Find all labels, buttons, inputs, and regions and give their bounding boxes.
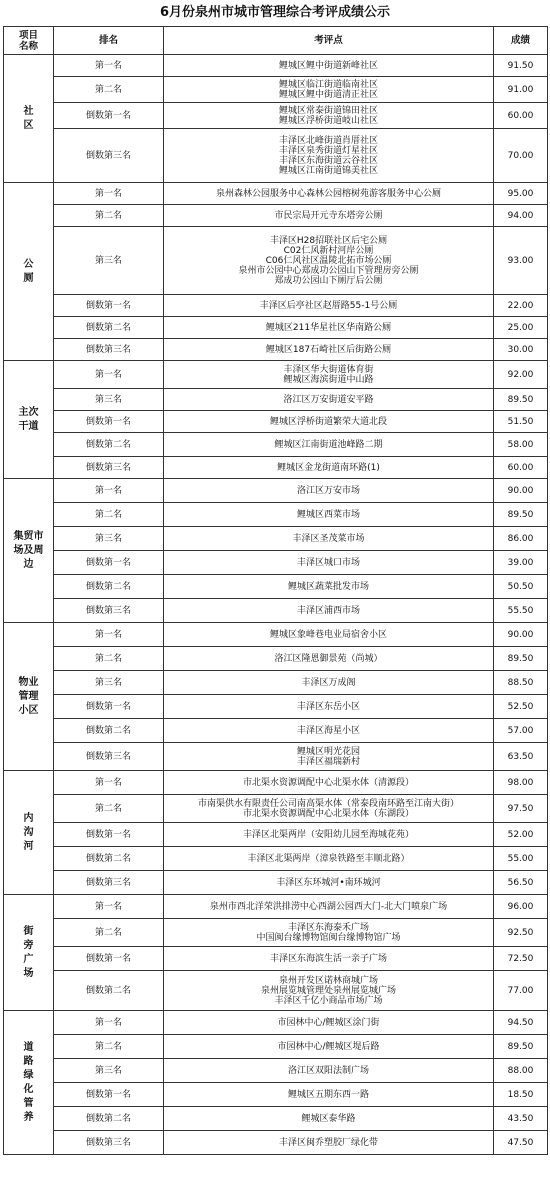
point-line: 丰泽区北渠两岸（漳泉铁路至丰顺北路） (247, 853, 410, 864)
point-line: 丰泽区千亿小商品市场广场 (274, 995, 383, 1006)
rank-cell: 第三名 (54, 227, 164, 295)
table-row (4, 503, 548, 527)
score-cell: 22.00 (494, 295, 548, 317)
score-cell: 43.50 (494, 1107, 548, 1131)
point-line: 泉州展览城管理处泉州展览城广场 (260, 985, 396, 996)
score-cell: 91.50 (494, 55, 548, 77)
point-line: 鲤城区浮桥街道岐山社区 (278, 115, 378, 126)
table-row (4, 719, 548, 743)
rank-cell: 倒数第一名 (54, 411, 164, 433)
table-row (4, 77, 548, 103)
rank-cell: 第一名 (54, 55, 164, 77)
point-line: 鲤城区鲤中街道清正社区 (278, 89, 378, 100)
score-cell: 89.50 (494, 1035, 548, 1059)
header-category-label: 项目名称 (18, 29, 38, 52)
table-row (4, 527, 548, 551)
point-line: 鲤城区江南街道锦美社区 (278, 165, 378, 176)
point-cell (164, 227, 494, 295)
point-cell (164, 295, 494, 317)
point-cell (164, 77, 494, 103)
score-cell: 55.50 (494, 599, 548, 623)
table-row (4, 295, 548, 317)
point-cell (164, 719, 494, 743)
table-row (4, 457, 548, 479)
point-cell (164, 1083, 494, 1107)
score-cell: 90.00 (494, 479, 548, 503)
category-cell (4, 895, 54, 1011)
table-row (4, 575, 548, 599)
table-row (4, 743, 548, 771)
point-line: 鲤城区鲤中街道新峰社区 (278, 60, 378, 71)
point-line: 丰泽区万成阁 (301, 677, 356, 688)
point-cell (164, 647, 494, 671)
point-line: 鲤城区临江街道临南社区 (278, 79, 378, 90)
table-row (4, 1059, 548, 1083)
point-line: 鲤城区浮桥街道繁荣大道北段 (269, 416, 387, 427)
score-cell: 25.00 (494, 317, 548, 339)
point-cell (164, 339, 494, 361)
point-cell (164, 947, 494, 971)
rank-cell: 倒数第一名 (54, 103, 164, 129)
table-row (4, 103, 548, 129)
table-row (4, 823, 548, 847)
point-line: 市北渠水资源调配中心北渠水体（东湖段） (242, 808, 414, 819)
category-label: 主次干道 (18, 406, 39, 432)
rank-cell: 第一名 (54, 1011, 164, 1035)
header-score: 成绩 (494, 27, 548, 55)
table-row (4, 1107, 548, 1131)
table-row (4, 947, 548, 971)
score-cell: 89.50 (494, 647, 548, 671)
rank-cell: 第二名 (54, 205, 164, 227)
point-cell (164, 919, 494, 947)
score-cell: 77.00 (494, 971, 548, 1011)
rank-cell: 倒数第三名 (54, 871, 164, 895)
table-row (4, 479, 548, 503)
point-cell (164, 527, 494, 551)
point-cell (164, 411, 494, 433)
rank-cell: 第一名 (54, 623, 164, 647)
table-row (4, 871, 548, 895)
point-cell (164, 743, 494, 771)
category-cell (4, 771, 54, 895)
point-cell (164, 623, 494, 647)
score-cell: 60.00 (494, 103, 548, 129)
table-row (4, 1083, 548, 1107)
point-cell (164, 433, 494, 457)
rank-cell: 倒数第二名 (54, 575, 164, 599)
point-cell (164, 871, 494, 895)
point-line: 丰泽区泉秀街道灯星社区 (278, 145, 378, 156)
score-cell: 47.50 (494, 1131, 548, 1155)
point-line: 丰泽区东环城河•南环城河 (276, 877, 381, 888)
point-cell (164, 599, 494, 623)
point-line: 洛江区隆恩御景苑（尚城） (274, 653, 383, 664)
table-row (4, 433, 548, 457)
rank-cell: 第二名 (54, 503, 164, 527)
rank-cell: 倒数第一名 (54, 551, 164, 575)
point-cell (164, 971, 494, 1011)
point-line: 郑成功公园山下厕厅后公厕 (274, 275, 383, 286)
header-row (4, 27, 548, 55)
point-cell (164, 671, 494, 695)
point-cell (164, 847, 494, 871)
point-cell (164, 771, 494, 795)
point-line: 丰泽区北渠两岸（安阳幼儿园至海城花苑） (242, 829, 414, 840)
score-table (3, 26, 548, 1155)
score-cell: 58.00 (494, 433, 548, 457)
point-line: 洛江区万安街道安平路 (283, 394, 374, 405)
category-cell (4, 623, 54, 771)
category-cell (4, 55, 54, 183)
rank-cell: 倒数第二名 (54, 433, 164, 457)
point-cell (164, 205, 494, 227)
point-line: 丰泽区东海滨生活一亲子广场 (269, 953, 387, 964)
point-cell (164, 129, 494, 183)
category-label: 道路绿化管养 (23, 1041, 34, 1123)
point-cell (164, 1035, 494, 1059)
point-line: 洛江区万安市场 (296, 485, 360, 496)
point-cell (164, 1131, 494, 1155)
point-line: 鲤城区五期东西一路 (287, 1089, 369, 1100)
rank-cell: 第三名 (54, 671, 164, 695)
point-line: 丰泽区后亭社区赵厝路55-1号公厕 (259, 300, 398, 311)
point-line: 鲤城区187石崎社区后街路公厕 (265, 344, 392, 355)
table-row (4, 695, 548, 719)
score-cell: 39.00 (494, 551, 548, 575)
score-cell: 97.50 (494, 795, 548, 823)
category-label: 内沟河 (23, 812, 34, 852)
rank-cell: 第二名 (54, 647, 164, 671)
point-line: 市民宗局开元寺东塔旁公厕 (274, 210, 383, 221)
point-line: C06仁风社区温陵北拓市场公厕 (265, 255, 392, 266)
rank-cell: 倒数第一名 (54, 295, 164, 317)
point-line: 丰泽区H28招联社区后宅公厕 (269, 235, 388, 246)
rank-cell: 倒数第三名 (54, 599, 164, 623)
point-cell (164, 55, 494, 77)
header-point: 考评点 (164, 27, 494, 55)
rank-cell: 倒数第三名 (54, 129, 164, 183)
score-cell: 90.00 (494, 623, 548, 647)
point-line: 丰泽区圣茂菜市场 (292, 533, 365, 544)
rank-cell: 第二名 (54, 77, 164, 103)
table-row (4, 895, 548, 919)
point-cell (164, 503, 494, 527)
table-row (4, 1035, 548, 1059)
score-cell: 96.00 (494, 895, 548, 919)
point-cell (164, 575, 494, 599)
point-cell (164, 317, 494, 339)
rank-cell: 第一名 (54, 895, 164, 919)
point-cell (164, 389, 494, 411)
score-cell: 94.00 (494, 205, 548, 227)
score-cell: 30.00 (494, 339, 548, 361)
table-row (4, 183, 548, 205)
score-cell: 70.00 (494, 129, 548, 183)
rank-cell: 第二名 (54, 1035, 164, 1059)
table-body (4, 55, 548, 1155)
category-cell (4, 479, 54, 623)
table-row (4, 599, 548, 623)
score-cell: 55.00 (494, 847, 548, 871)
table-row (4, 771, 548, 795)
table-row (4, 411, 548, 433)
score-cell: 98.00 (494, 771, 548, 795)
score-cell: 18.50 (494, 1083, 548, 1107)
rank-cell: 倒数第一名 (54, 947, 164, 971)
score-cell: 86.00 (494, 527, 548, 551)
point-line: 丰泽区海星小区 (296, 725, 360, 736)
table-row (4, 1131, 548, 1155)
category-label: 物业管理小区 (18, 676, 39, 716)
point-line: 丰泽区华大街道体育街 (283, 364, 374, 375)
table-row (4, 389, 548, 411)
rank-cell: 第一名 (54, 771, 164, 795)
score-cell: 50.50 (494, 575, 548, 599)
rank-cell: 倒数第二名 (54, 317, 164, 339)
point-cell (164, 795, 494, 823)
point-line: 丰泽区东海泰禾广场 (287, 922, 369, 933)
table-row (4, 847, 548, 871)
point-line: 鲤城区海滨街道中山路 (283, 374, 374, 385)
point-line: 丰泽区东岳小区 (296, 701, 360, 712)
point-line: 丰泽区北峰街道肖厝社区 (278, 135, 378, 146)
rank-cell: 倒数第二名 (54, 847, 164, 871)
rank-cell: 第三名 (54, 1059, 164, 1083)
score-cell: 52.00 (494, 823, 548, 847)
point-line: 丰泽区闽乔塑胶厂绿化带 (278, 1137, 378, 1148)
point-cell (164, 457, 494, 479)
table-row (4, 1011, 548, 1035)
point-line: 鲤城区泰华路 (301, 1113, 356, 1124)
rank-cell: 第二名 (54, 795, 164, 823)
table-row (4, 671, 548, 695)
score-cell: 88.00 (494, 1059, 548, 1083)
point-line: 丰泽区福瑞新村 (296, 756, 360, 767)
score-cell: 51.50 (494, 411, 548, 433)
rank-cell: 倒数第一名 (54, 823, 164, 847)
point-line: 鲤城区江南街道池峰路二期 (274, 439, 383, 450)
category-cell (4, 183, 54, 361)
point-line: 鲤城区金龙街道南环路(1) (277, 462, 380, 473)
category-cell (4, 361, 54, 479)
table-row (4, 55, 548, 77)
score-cell: 93.00 (494, 227, 548, 295)
table-row (4, 129, 548, 183)
rank-cell: 倒数第二名 (54, 719, 164, 743)
rank-cell: 倒数第三名 (54, 1131, 164, 1155)
rank-cell: 第一名 (54, 361, 164, 389)
point-line: 市南渠供水有限责任公司南高渠水体（常泰段南环路至江南大街） (197, 798, 459, 809)
point-cell (164, 1107, 494, 1131)
point-line: 市园林中心/鲤城区堤后路 (277, 1041, 380, 1052)
table-row (4, 227, 548, 295)
table-row (4, 795, 548, 823)
category-label: 公厕 (23, 258, 34, 284)
rank-cell: 第一名 (54, 183, 164, 205)
point-line: 丰泽区城口市场 (296, 557, 360, 568)
point-line: 鲤城区211华星社区华南路公厕 (265, 322, 392, 333)
rank-cell: 第一名 (54, 479, 164, 503)
score-cell: 52.50 (494, 695, 548, 719)
rank-cell: 第三名 (54, 389, 164, 411)
table-row (4, 971, 548, 1011)
point-line: 鲤城区西菜市场 (296, 509, 360, 520)
category-label: 集贸市场及周边 (13, 530, 44, 570)
table-row (4, 339, 548, 361)
point-line: 市北渠水资源调配中心北渠水体（清源段） (242, 777, 414, 788)
point-line: 丰泽区东海街道云谷社区 (278, 155, 378, 166)
rank-cell: 倒数第三名 (54, 743, 164, 771)
score-cell: 92.50 (494, 919, 548, 947)
table-row (4, 647, 548, 671)
point-line: 市园林中心/鲤城区涂门街 (277, 1017, 380, 1028)
rank-cell: 倒数第三名 (54, 339, 164, 361)
point-line: 洛江区双阳法制广场 (287, 1065, 369, 1076)
rank-cell: 第三名 (54, 527, 164, 551)
category-cell (4, 1011, 54, 1155)
table-row (4, 205, 548, 227)
point-line: 鲤城区蔬菜批发市场 (287, 581, 369, 592)
point-cell (164, 361, 494, 389)
category-label: 社区 (23, 105, 34, 131)
score-cell: 89.50 (494, 503, 548, 527)
point-line: C02仁风新村河岸公厕 (283, 245, 374, 256)
score-cell: 57.00 (494, 719, 548, 743)
point-line: 鲤城区象峰巷电业局宿舍小区 (269, 629, 387, 640)
point-cell (164, 823, 494, 847)
rank-cell: 第二名 (54, 919, 164, 947)
point-cell (164, 895, 494, 919)
point-cell (164, 551, 494, 575)
point-line: 泉州市公园中心郑成功公园山下管理房旁公厕 (238, 265, 419, 276)
point-line: 丰泽区浦西市场 (296, 605, 360, 616)
score-cell: 88.50 (494, 671, 548, 695)
rank-cell: 倒数第一名 (54, 695, 164, 719)
point-line: 泉州森林公园服务中心森林公园榕树苑游客服务中心公厕 (215, 188, 441, 199)
rank-cell: 倒数第二名 (54, 1107, 164, 1131)
point-cell (164, 183, 494, 205)
score-cell: 91.00 (494, 77, 548, 103)
header-category (4, 27, 54, 55)
point-line: 鲤城区明光花园 (296, 746, 360, 757)
point-cell (164, 695, 494, 719)
table-row (4, 551, 548, 575)
score-cell: 56.50 (494, 871, 548, 895)
point-cell (164, 103, 494, 129)
point-line: 中国闽台缘博物馆闽台缘博物馆广场 (256, 932, 401, 943)
table-row (4, 623, 548, 647)
score-cell: 95.00 (494, 183, 548, 205)
table-row (4, 317, 548, 339)
table-row (4, 919, 548, 947)
rank-cell: 倒数第三名 (54, 457, 164, 479)
score-cell: 60.00 (494, 457, 548, 479)
score-cell: 94.50 (494, 1011, 548, 1035)
rank-cell: 倒数第一名 (54, 1083, 164, 1107)
point-cell (164, 1011, 494, 1035)
score-cell: 72.50 (494, 947, 548, 971)
point-line: 鲤城区常泰街道锦田社区 (278, 105, 378, 116)
rank-cell: 倒数第二名 (54, 971, 164, 1011)
page-title: 6月份泉州市城市管理综合考评成绩公示 (159, 5, 391, 20)
category-label: 街旁广场 (23, 925, 34, 979)
score-cell: 89.50 (494, 389, 548, 411)
table-row (4, 361, 548, 389)
point-line: 泉州开发区诺林商城广场 (278, 975, 378, 986)
point-line: 泉州市西北洋荣洪排涝中心西湖公园西大门-北大门喷泉广场 (209, 901, 448, 912)
point-cell (164, 1059, 494, 1083)
score-cell: 63.50 (494, 743, 548, 771)
point-cell (164, 479, 494, 503)
score-cell: 92.00 (494, 361, 548, 389)
header-rank: 排名 (54, 27, 164, 55)
